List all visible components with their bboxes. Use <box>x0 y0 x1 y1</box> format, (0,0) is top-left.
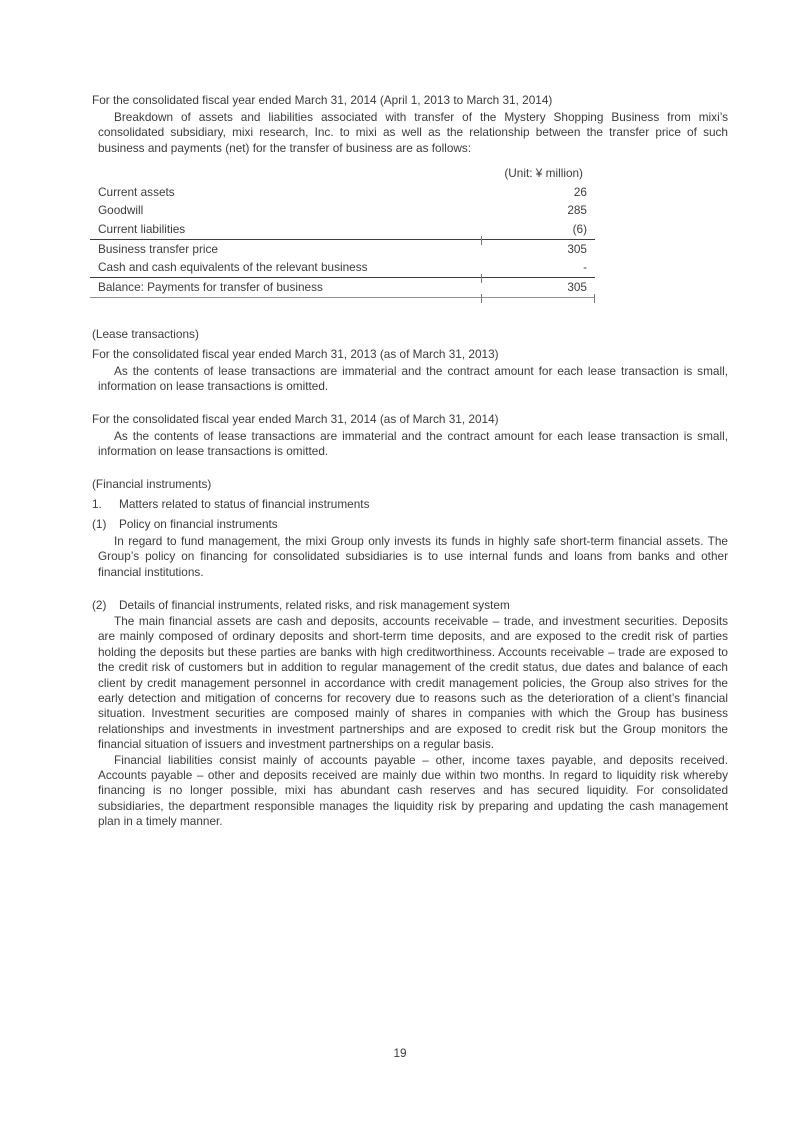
list-title: Policy on financial instruments <box>119 517 278 531</box>
list-item-matters <box>92 497 728 512</box>
table-body <box>90 183 595 298</box>
table-column-divider-tick <box>594 294 595 303</box>
table-rule-light <box>90 297 595 298</box>
table-row-value: 305 <box>567 241 587 256</box>
business-transfer-paragraph: Breakdown of assets and liabilities associated with transfer of the Mystery Shopping Business from mixi’s consolidated subsidiary, mixi research, Inc. to mixi as well as the relationship between the transfer price of such business and payments (net) for the transfer of business are as follows: <box>98 110 728 155</box>
table-row-label: Current liabilities <box>98 222 186 237</box>
lease-fy2013-paragraph: As the contents of lease transactions are immaterial and the contract amount for each lease transaction is small, information on lease transactions is omitted. <box>98 364 728 394</box>
table-row <box>90 278 595 297</box>
table-row-label: Balance: Payments for transfer of business <box>98 280 323 295</box>
table-row <box>90 240 595 259</box>
table-row <box>90 220 595 239</box>
business-transfer-table <box>90 166 595 298</box>
financial-instruments-heading: (Financial instruments) <box>92 477 212 491</box>
table-row-value: 305 <box>567 280 587 295</box>
list-marker: 1. <box>92 497 102 511</box>
table-row <box>90 259 595 278</box>
table-column-divider-tick <box>481 236 482 245</box>
table-row <box>90 183 595 202</box>
page-number: 19 <box>393 1046 407 1060</box>
details-paragraphs <box>92 614 728 830</box>
lease-fy2013-heading: For the consolidated fiscal year ended March 31, 2013 (as of March 31, 2013) <box>92 347 499 361</box>
list-item-policy <box>92 517 728 532</box>
table-row <box>90 202 595 221</box>
lease-section-heading: (Lease transactions) <box>92 327 199 341</box>
details-paragraph-assets: The main financial assets are cash and deposits, accounts receivable – trade, and investment securities. Deposits are mainly composed of ordinary deposits and short-term time deposits, and are exposed to the credit risk of parties holding the deposits but these parties are banks with high creditworthiness. Accounts receivable – trade are exposed to the credit risk of customers but in addition to regular management of the credit status, due dates and balance of each client by credit management personnel in accordance with credit management policies, the Group also strives for the early detection and mitigation of concerns for recovery due to reasons such as the deterioration of a client’s financial situation. Investment securities are composed mainly of shares in companies with which the Group has business relationships and investments in investment partnerships and are exposed to credit risk but the Group monitors the financial situation of issuers and investment partnerships on a regular basis. <box>98 614 728 752</box>
details-paragraph-liabilities: Financial liabilities consist mainly of accounts payable – other, income taxes payable, and deposits received. Accounts payable – other and deposits received are mainly due within two months. In regard to liquidity risk whereby financing is no longer possible, mixi has abundant cash reserves and has secured liquidity. For consolidated subsidiaries, the department responsible manages the liquidity risk by preparing and updating the cash management plan in a timely manner. <box>98 752 728 829</box>
table-column-divider-tick <box>481 294 482 303</box>
table-row-label: Cash and cash equivalents of the relevant business <box>98 260 368 275</box>
list-marker: (2) <box>92 598 107 612</box>
policy-paragraph: In regard to fund management, the mixi Group only invests its funds in highly safe short-term financial assets. The Group’s policy on financing for consolidated subsidiaries is to use internal funds and loans from banks and other financial institutions. <box>98 534 728 579</box>
table-column-divider-tick <box>481 274 482 283</box>
list-title: Matters related to status of financial instruments <box>119 497 370 511</box>
table-row-value: - <box>583 260 587 275</box>
list-marker: (1) <box>92 517 107 531</box>
list-title: Details of financial instruments, related risks, and risk management system <box>119 598 510 612</box>
table-row-label: Business transfer price <box>98 241 218 256</box>
table-row-value: 285 <box>567 203 587 218</box>
table-unit-label: (Unit: ¥ million) <box>504 166 583 180</box>
lease-fy2014-heading: For the consolidated fiscal year ended March 31, 2014 (as of March 31, 2014) <box>92 412 499 426</box>
list-item-details <box>92 598 728 613</box>
table-row-label: Current assets <box>98 184 175 199</box>
table-row-label: Goodwill <box>98 203 144 218</box>
business-transfer-heading: For the consolidated fiscal year ended March 31, 2014 (April 1, 2013 to March 31, 2014) <box>92 93 553 107</box>
table-row-value: (6) <box>572 222 587 237</box>
lease-fy2014-paragraph: As the contents of lease transactions are immaterial and the contract amount for each lease transaction is small, information on lease transactions is omitted. <box>98 429 728 459</box>
table-row-value: 26 <box>573 184 587 199</box>
